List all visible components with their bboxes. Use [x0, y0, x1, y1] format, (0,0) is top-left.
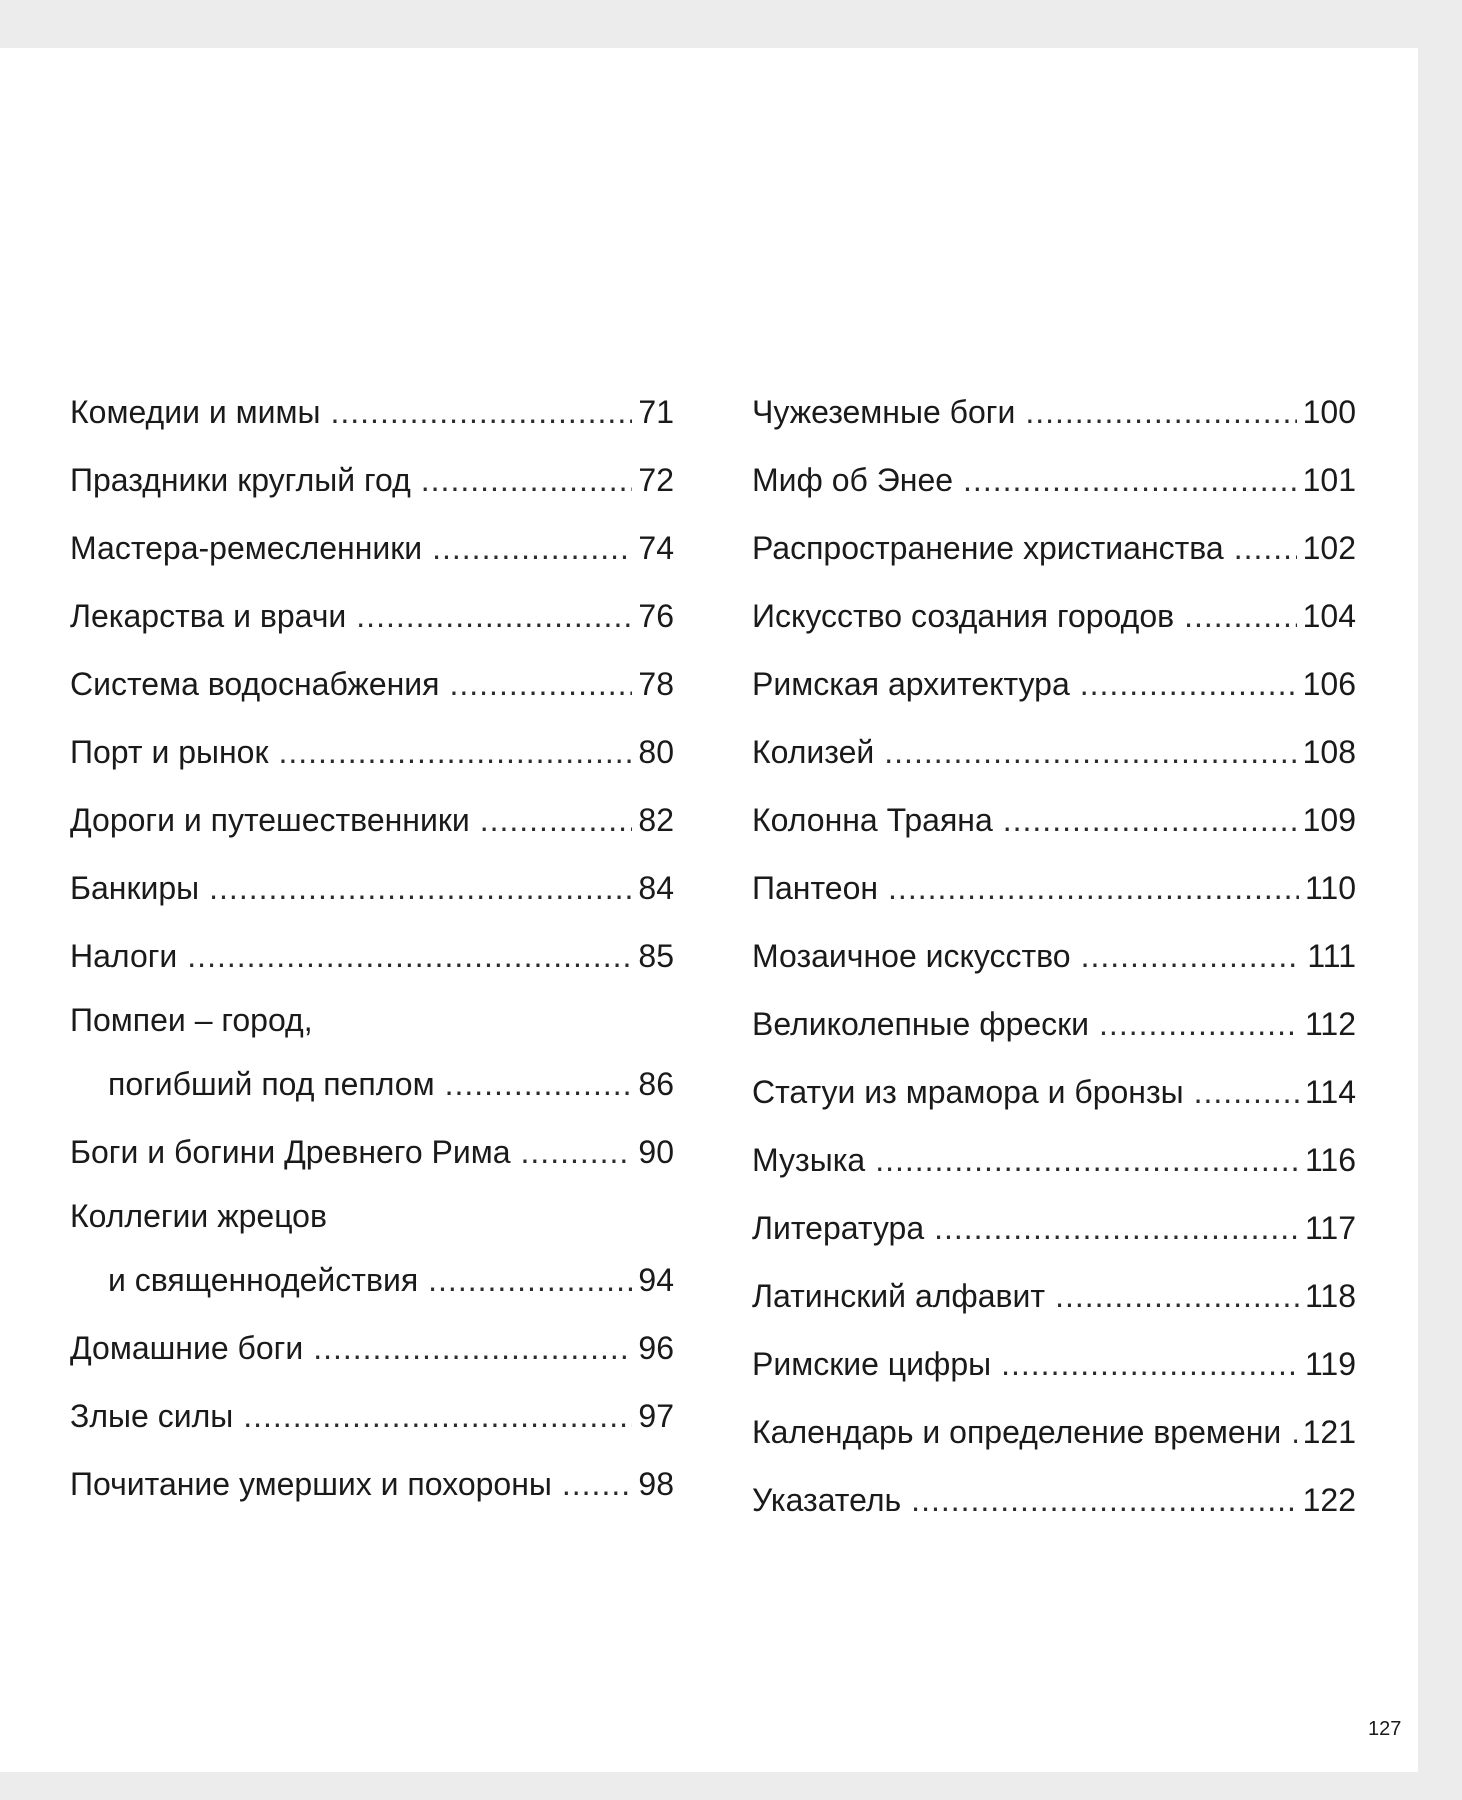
toc-entry-title: Коллегии жрецов: [70, 1198, 327, 1234]
toc-entry-title-line: [70, 1186, 674, 1246]
toc-entry: [70, 718, 674, 786]
leader-dots: [963, 446, 1297, 514]
toc-entry-title: Боги и богини Древнего Рима: [70, 1134, 511, 1170]
leader-dots: [243, 1382, 632, 1450]
toc-entry: [752, 1398, 1356, 1466]
leader-dots: [432, 514, 632, 582]
toc-entry-page: 111: [1307, 938, 1356, 974]
toc-entry-title: Почитание умерших и похороны: [70, 1466, 552, 1502]
toc-entry-page: 114: [1304, 1074, 1356, 1110]
toc-entry-title: Дороги и путешественники: [70, 802, 470, 838]
toc-entry-page: 101: [1302, 462, 1356, 498]
leader-dots: [1080, 650, 1297, 718]
toc-entry-title: Чужеземные боги: [752, 394, 1016, 430]
leader-dots: [1184, 582, 1297, 650]
toc-entry-page: 119: [1304, 1346, 1356, 1382]
leader-dots: [521, 1118, 633, 1186]
leader-dots: [445, 1050, 633, 1118]
toc-entry-page: 80: [638, 734, 674, 770]
toc-entry-page: 109: [1302, 802, 1356, 838]
toc-entry: [752, 1330, 1356, 1398]
toc-entry: [752, 990, 1356, 1058]
toc-entry: [70, 650, 674, 718]
leader-dots: [1234, 514, 1297, 582]
toc-entry-title: Календарь и определение времени: [752, 1414, 1282, 1450]
toc-entry-page: 74: [638, 530, 674, 566]
toc-entry-page: 112: [1304, 1006, 1356, 1042]
leader-dots: [911, 1466, 1296, 1534]
toc-entry-title: Лекарства и врачи: [70, 598, 347, 634]
toc-entry-page: 78: [638, 666, 674, 702]
leader-dots: [330, 378, 632, 446]
toc-entry-title: Указатель: [752, 1482, 902, 1518]
leader-dots: [1003, 786, 1297, 854]
toc-entry-title-continued: и священнодействия: [108, 1262, 419, 1298]
leader-dots: [1194, 1058, 1299, 1126]
toc-entry-title: Колонна Траяна: [752, 802, 993, 838]
toc-entry-page: 82: [638, 802, 674, 838]
toc-entry-page: 96: [638, 1330, 674, 1366]
toc-entry: [70, 1450, 674, 1518]
leader-dots: [313, 1314, 632, 1382]
leader-dots: [278, 718, 632, 786]
toc-entry-page: 85: [638, 938, 674, 974]
toc-entry: [70, 1246, 674, 1314]
toc-entry-page: 72: [638, 462, 674, 498]
toc-entry-title: Римские цифры: [752, 1346, 992, 1382]
leader-dots: [1025, 378, 1296, 446]
toc-entry-title: Римская архитектура: [752, 666, 1070, 702]
toc-entry-title: Праздники круглый год: [70, 462, 411, 498]
toc-column-right: [752, 378, 1356, 1534]
toc-entry-title: Система водоснабжения: [70, 666, 440, 702]
toc-entry-title: Налоги: [70, 938, 178, 974]
toc-entry: [752, 446, 1356, 514]
leader-dots: [888, 854, 1299, 922]
toc-entry-title: Банкиры: [70, 870, 200, 906]
toc-entry-page: 116: [1304, 1142, 1356, 1178]
toc-entry-page: 97: [638, 1398, 674, 1434]
toc-entry-title: Искусство создания городов: [752, 598, 1175, 634]
toc-entry: [70, 582, 674, 650]
toc-entry: [70, 786, 674, 854]
toc-entry: [752, 854, 1356, 922]
leader-dots: [875, 1126, 1299, 1194]
leader-dots: [1099, 990, 1299, 1058]
toc-entry: [70, 1314, 674, 1382]
toc-entry-title: Миф об Энее: [752, 462, 954, 498]
toc-entry-page: 121: [1302, 1414, 1356, 1450]
toc-entry-page: 102: [1302, 530, 1356, 566]
toc-entry-page: 106: [1302, 666, 1356, 702]
leader-dots: [356, 582, 632, 650]
toc-entry-title: Злые силы: [70, 1398, 234, 1434]
toc-entry-page: 108: [1302, 734, 1356, 770]
leader-dots: [884, 718, 1296, 786]
toc-entry-page: 117: [1304, 1210, 1356, 1246]
toc-entry: [752, 1126, 1356, 1194]
toc-entry-page: 100: [1302, 394, 1356, 430]
toc-entry: [70, 922, 674, 990]
toc-entry-page: 84: [638, 870, 674, 906]
toc-entry-title: Колизей: [752, 734, 875, 770]
toc-entry: [70, 854, 674, 922]
toc-entry-title-continued: погибший под пеплом: [108, 1066, 435, 1102]
toc-entry: [752, 922, 1356, 990]
leader-dots: [562, 1450, 633, 1518]
toc-entry-title: Комедии и мимы: [70, 394, 321, 430]
toc-column-left: [70, 378, 674, 1518]
toc-entry: [70, 514, 674, 582]
toc-entry: [752, 582, 1356, 650]
toc-entry: [70, 1382, 674, 1450]
toc-entry-title: Мастера-ремесленники: [70, 530, 423, 566]
book-page: [0, 48, 1418, 1772]
leader-dots: [1291, 1398, 1296, 1466]
toc-entry-title: Литература: [752, 1210, 925, 1246]
toc-entry-title: Музыка: [752, 1142, 866, 1178]
toc-entry: [752, 786, 1356, 854]
leader-dots: [480, 786, 633, 854]
toc-entry-title: Распространение христианства: [752, 530, 1224, 566]
toc-entry-title: Помпеи – город,: [70, 1002, 313, 1038]
toc-entry-title: Мозаичное искусство: [752, 938, 1071, 974]
toc-entry-title: Порт и рынок: [70, 734, 269, 770]
leader-dots: [421, 446, 633, 514]
page-number: 127: [1368, 1718, 1402, 1740]
toc-entry-page: 94: [638, 1262, 674, 1298]
toc-entry-page: 118: [1304, 1278, 1356, 1314]
toc-entry: [752, 650, 1356, 718]
toc-entry: [752, 378, 1356, 446]
toc-entry-title: Латинский алфавит: [752, 1278, 1046, 1314]
toc-entry-title-line: [70, 990, 674, 1050]
toc-entry-page: 71: [638, 394, 674, 430]
toc-entry: [752, 1194, 1356, 1262]
toc-entry-page: 86: [638, 1066, 674, 1102]
toc-entry: [70, 1118, 674, 1186]
leader-dots: [449, 650, 632, 718]
toc-entry: [752, 1466, 1356, 1534]
toc-entry: [752, 1058, 1356, 1126]
leader-dots: [209, 854, 632, 922]
leader-dots: [187, 922, 632, 990]
leader-dots: [1055, 1262, 1299, 1330]
toc-entry-page: 104: [1302, 598, 1356, 634]
toc-entry-page: 76: [638, 598, 674, 634]
toc-entry-title: Статуи из мрамора и бронзы: [752, 1074, 1184, 1110]
toc-entry-page: 90: [638, 1134, 674, 1170]
toc-entry: [70, 1050, 674, 1118]
leader-dots: [1001, 1330, 1299, 1398]
toc-entry: [752, 1262, 1356, 1330]
toc-entry: [752, 514, 1356, 582]
toc-entry: [752, 718, 1356, 786]
leader-dots: [428, 1246, 632, 1314]
leader-dots: [934, 1194, 1299, 1262]
toc-entry-title: Великолепные фрески: [752, 1006, 1090, 1042]
toc-entry-page: 98: [638, 1466, 674, 1502]
toc-entry-title: Домашние боги: [70, 1330, 304, 1366]
toc-entry: [70, 378, 674, 446]
toc-entry: [70, 446, 674, 514]
toc-entry-title: Пантеон: [752, 870, 879, 906]
toc-entry-page: 110: [1304, 870, 1356, 906]
leader-dots: [1081, 922, 1302, 990]
toc-entry-page: 122: [1302, 1482, 1356, 1518]
